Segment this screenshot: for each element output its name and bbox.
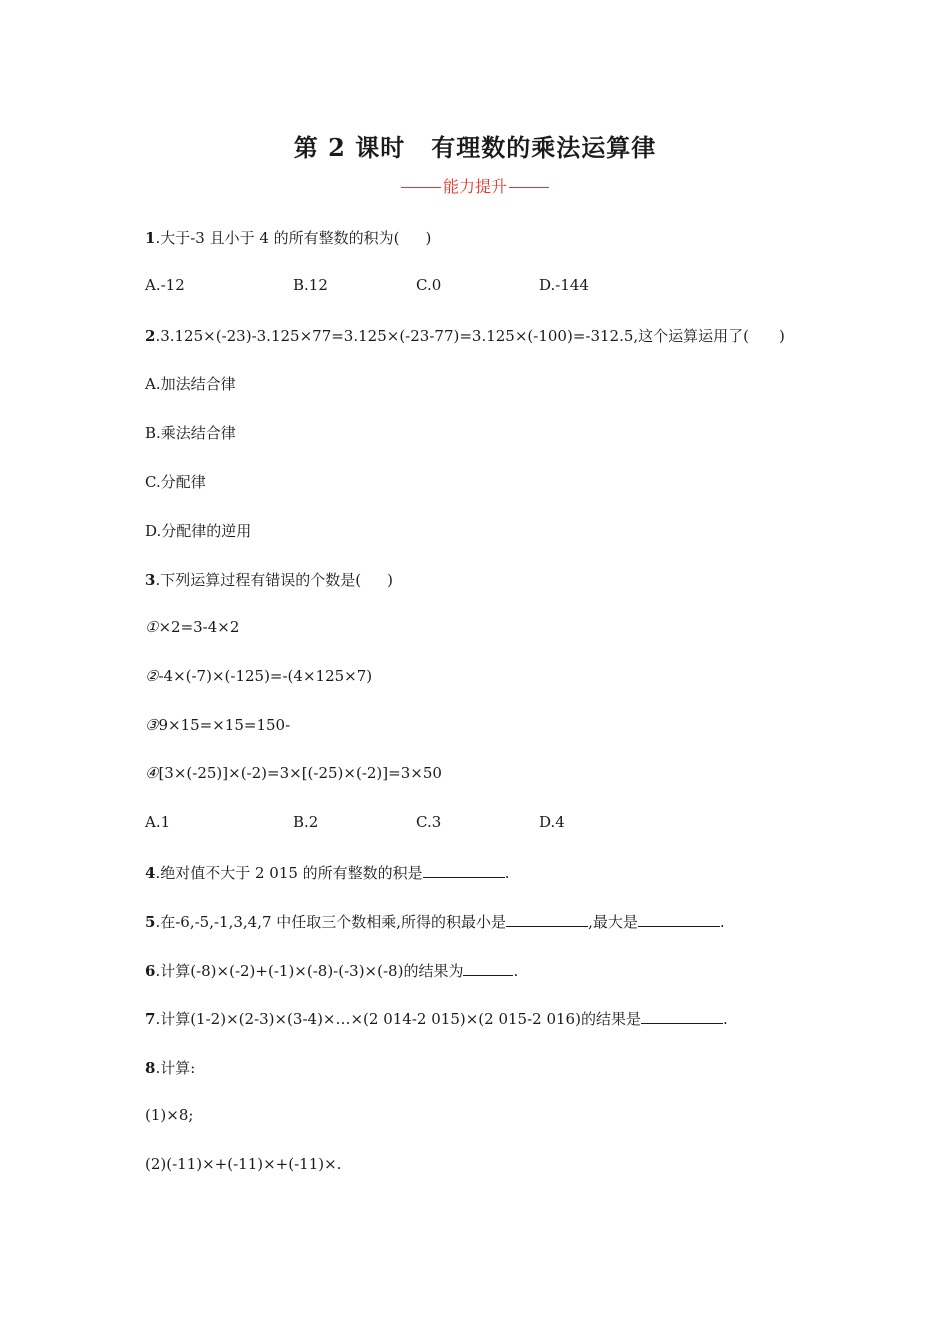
question-7: 7.计算(1-2)×(2-3)×(3-4)×…×(2 014-2 015)×(2 015-2 016)的结果是 . bbox=[145, 1010, 728, 1028]
question-3-options bbox=[145, 813, 745, 833]
question-4: 4.绝对值不大于 2 015 的所有整数的积是 . bbox=[145, 864, 510, 882]
answer-blank-min[interactable] bbox=[506, 912, 588, 927]
answer-blank[interactable] bbox=[463, 961, 513, 976]
statement-2: ②-4×(-7)×(-125)=-(4×125×7) bbox=[145, 667, 373, 685]
question-8: 8.计算: bbox=[145, 1059, 196, 1077]
answer-blank-max[interactable] bbox=[638, 912, 720, 927]
question-1: 1.大于-3 且小于 4 的所有整数的积为( ) bbox=[145, 229, 432, 247]
question-3: 3.下列运算过程有错误的个数是( ) bbox=[145, 571, 393, 589]
option-d[interactable]: D.4 bbox=[539, 813, 565, 831]
statement-4: ④[3×(-25)]×(-2)=3×[(-25)×(-2)]=3×50 bbox=[145, 764, 442, 782]
option-c[interactable]: C.分配律 bbox=[145, 473, 206, 491]
section-subtitle: 能力提升 bbox=[0, 174, 950, 197]
answer-blank[interactable] bbox=[641, 1009, 723, 1024]
statement-3: ③9×15=×15=150- bbox=[145, 716, 291, 734]
option-a[interactable]: A.加法结合律 bbox=[145, 375, 236, 393]
page-title: 第 2 课时 有理数的乘法运算律 bbox=[293, 133, 657, 162]
question-5: 5.在-6,-5,-1,3,4,7 中任取三个数相乘,所得的积最小是 ,最大是 . bbox=[145, 913, 725, 931]
option-b[interactable]: B.12 bbox=[293, 276, 328, 294]
option-b[interactable]: B.乘法结合律 bbox=[145, 424, 236, 442]
option-a[interactable]: A.1 bbox=[145, 813, 171, 831]
question-6: 6.计算(-8)×(-2)+(-1)×(-8)-(-3)×(-8)的结果为 . bbox=[145, 962, 519, 980]
option-b[interactable]: B.2 bbox=[293, 813, 319, 831]
question-8-part-2: (2)(-11)×+(-11)×+(-11)×. bbox=[145, 1155, 342, 1173]
option-d[interactable]: D.-144 bbox=[539, 276, 589, 294]
option-a[interactable]: A.-12 bbox=[145, 276, 185, 294]
option-d[interactable]: D.分配律的逆用 bbox=[145, 522, 252, 540]
answer-blank[interactable] bbox=[423, 863, 505, 878]
question-1-options bbox=[145, 276, 745, 296]
question-2: 2.3.125×(-23)-3.125×77=3.125×(-23-77)=3.125×(-100)=-312.5,这个运算运用了( ) bbox=[145, 327, 785, 345]
option-c[interactable]: C.3 bbox=[416, 813, 442, 831]
question-8-part-1: (1)×8; bbox=[145, 1106, 194, 1124]
statement-1: ①×2=3-4×2 bbox=[145, 618, 240, 636]
option-c[interactable]: C.0 bbox=[416, 276, 442, 294]
